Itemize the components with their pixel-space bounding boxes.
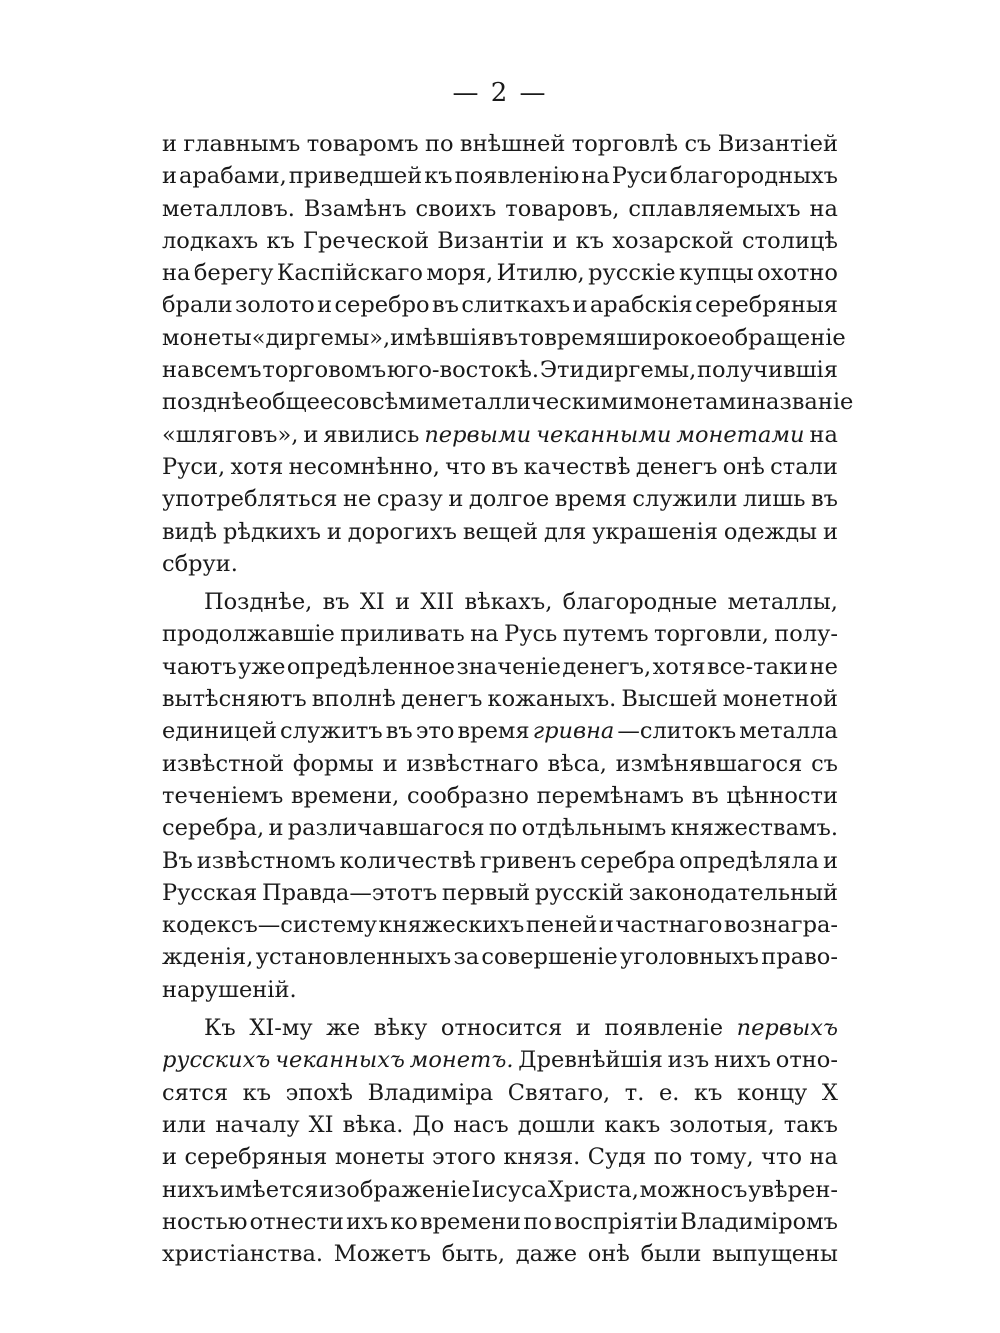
word: количествѣ [339, 847, 476, 874]
text-line [162, 257, 838, 289]
word: на [809, 421, 838, 448]
word: Къ [204, 1015, 236, 1042]
word: не [809, 653, 838, 680]
word: торговлѣ [571, 131, 679, 157]
word: торговомъ [262, 357, 387, 384]
word: къ [242, 1079, 272, 1106]
word: пеней [525, 912, 598, 939]
word: употребляться [162, 486, 338, 513]
text-line [162, 548, 838, 580]
word: Высшей [621, 686, 718, 713]
word: воспріятіи [554, 1208, 679, 1235]
word: арабскія [589, 292, 693, 319]
word: Можетъ [333, 1241, 432, 1268]
word: продолжавшіе [162, 621, 335, 648]
word: «диргемы», [251, 324, 391, 351]
word: установленныхъ [255, 944, 452, 971]
text-line [162, 780, 838, 812]
word: измѣнявшагося [615, 750, 803, 777]
word: Святаго, [507, 1079, 611, 1106]
word: ко [390, 1208, 418, 1235]
word: и [162, 163, 177, 190]
word: XI-му [249, 1015, 313, 1042]
word: долгое [468, 486, 550, 513]
italic-word: монетъ. [409, 1047, 514, 1074]
word: служили [632, 486, 738, 513]
word: приведшей [288, 163, 423, 190]
text-line [162, 909, 838, 941]
word: всѣми [359, 389, 431, 416]
word: видѣ [162, 518, 218, 545]
word: уже [238, 653, 286, 680]
word: Эти [539, 357, 585, 384]
word: хозарской [612, 227, 734, 254]
text-line [162, 1109, 838, 1141]
word: и [395, 589, 411, 616]
word: князя. [503, 1144, 581, 1171]
word: по [523, 1208, 552, 1235]
word: сбруи. [162, 550, 238, 577]
word: извѣстной [162, 750, 285, 777]
word: благородныхъ [669, 163, 838, 190]
word: и [822, 847, 838, 874]
word: Русская [162, 879, 258, 906]
word: рѣдкихъ [223, 518, 321, 545]
word: гривенъ [479, 847, 577, 874]
word: отдѣльнымъ [521, 815, 667, 842]
word: монетами [633, 389, 752, 416]
word: къ [694, 1079, 723, 1106]
word: благородные [562, 589, 718, 616]
word: моря, [426, 260, 494, 287]
word: за [453, 944, 480, 971]
word: время [544, 324, 617, 351]
word: перемѣнамъ [536, 782, 684, 809]
word: Византіей [717, 131, 838, 157]
text-line [162, 225, 838, 257]
word: вполнѣ [311, 686, 396, 713]
word: сплавляемыхъ [628, 195, 801, 222]
word: серебряныя [184, 1144, 328, 1171]
word: съ [811, 750, 838, 777]
word: такъ [783, 1111, 838, 1138]
word: лишь [743, 486, 806, 513]
word: До [412, 1111, 445, 1138]
word: или [162, 1111, 207, 1138]
word: къ [575, 227, 605, 254]
word: русскіе [588, 260, 676, 287]
word: теченіемъ [162, 782, 284, 809]
word: качествѣ [523, 453, 631, 480]
word: были [640, 1241, 702, 1268]
word: концу [736, 1079, 808, 1106]
word: и [303, 421, 319, 448]
text-line [162, 715, 838, 747]
word: выпущены [712, 1241, 838, 1268]
word: то [518, 324, 545, 351]
word: уголовныхъ [620, 944, 759, 971]
word: служитъ [280, 718, 383, 745]
word: торговли, [654, 621, 769, 648]
word: монеты [334, 1144, 425, 1171]
word: время [457, 718, 530, 745]
word: на [470, 621, 499, 648]
text-line [162, 419, 838, 451]
word: опредѣляла [679, 847, 820, 874]
word: отно- [775, 1047, 838, 1074]
word: вѣса, [547, 750, 607, 777]
text-line [162, 128, 838, 160]
word: Іисуса [471, 1176, 548, 1203]
body-text [162, 128, 854, 1270]
word: всемъ [191, 357, 262, 384]
word: по [653, 1144, 683, 1171]
word: кожаныхъ. [487, 686, 617, 713]
word: Русь [504, 621, 558, 648]
word: времени [419, 1208, 522, 1235]
word: полу- [774, 621, 838, 648]
word: хотя [652, 653, 706, 680]
text-line [162, 516, 838, 548]
word: тому, [689, 1144, 754, 1171]
word: получившія [697, 357, 838, 384]
word: и [552, 227, 568, 254]
word: нарушеній. [162, 976, 297, 1003]
word: онѣ [587, 1241, 630, 1268]
word: XI [308, 1111, 334, 1138]
word: въ [491, 324, 519, 351]
word: и [598, 912, 614, 939]
word: товаровъ, [505, 195, 620, 222]
text-line [162, 1174, 838, 1206]
text-line [162, 941, 838, 973]
word: серебра [580, 847, 676, 874]
word: право- [761, 944, 838, 971]
word: явились [323, 421, 420, 448]
word: сятся [162, 1079, 229, 1106]
word: на [162, 260, 191, 287]
word: юго-востокѣ. [386, 357, 540, 384]
word: въ [811, 486, 838, 513]
word: первый [441, 879, 531, 906]
word: ностью [162, 1208, 248, 1235]
word: денегъ, [562, 653, 652, 680]
word: е. [658, 1079, 680, 1106]
word: широкое [616, 324, 722, 351]
word: появленіе [604, 1015, 724, 1042]
word: товаромъ [306, 131, 419, 157]
word: диргемы, [585, 357, 697, 384]
word: быть, [441, 1241, 506, 1268]
word: Взамѣнъ [303, 195, 407, 222]
text-line [162, 586, 838, 618]
word: и [382, 750, 398, 777]
word: въ [691, 782, 719, 809]
italic-word: русскихъ [162, 1047, 271, 1074]
text-line [162, 193, 838, 225]
text-line [162, 451, 838, 483]
italic-word: первыхъ [736, 1015, 838, 1042]
word: началу [215, 1111, 300, 1138]
word: обращеніе [721, 324, 846, 351]
word: на [162, 357, 191, 384]
word: и [162, 131, 177, 157]
text-line [162, 748, 838, 780]
word: насъ [453, 1111, 509, 1138]
word: металлическими [430, 389, 634, 416]
word: нихъ [162, 1176, 219, 1203]
word: что [445, 453, 487, 480]
text-line [162, 618, 838, 650]
word: дошли [517, 1111, 596, 1138]
word: это [415, 718, 455, 745]
italic-word: гривна [532, 718, 615, 745]
word: въ [322, 589, 350, 616]
word: частнаго [615, 912, 723, 939]
word: денегъ [635, 453, 718, 480]
word: металла [739, 718, 838, 745]
word: Въ [162, 847, 193, 874]
word: хотя [230, 453, 284, 480]
word: вѣку [373, 1015, 428, 1042]
word: относится [440, 1015, 563, 1042]
word: чаютъ [162, 653, 237, 680]
word: что [761, 1144, 802, 1171]
word: сразу [376, 486, 443, 513]
word: арабами, [178, 163, 287, 190]
word: т. [624, 1079, 645, 1106]
word: появленію [454, 163, 580, 190]
word: законодательный [628, 879, 838, 906]
word: денегъ [400, 686, 483, 713]
word: вытѣсняютъ [162, 686, 307, 713]
word: —слитокъ [617, 718, 737, 745]
word: своихъ [415, 195, 497, 222]
word: увѣрен- [748, 1176, 838, 1203]
word: все-таки [707, 653, 809, 680]
text-line [162, 1012, 838, 1044]
word: купцы [679, 260, 754, 287]
word: брали [162, 292, 233, 319]
word: кодексъ—систему [162, 912, 377, 939]
word: Руси, [162, 453, 226, 480]
word: столицѣ [742, 227, 838, 254]
word: въ [385, 718, 413, 745]
page-number: — 2 — [452, 78, 548, 108]
word: христіанства. [162, 1241, 324, 1268]
text-line [162, 354, 838, 386]
word: путемъ [562, 621, 649, 648]
italic-word: чеканныхъ [275, 1047, 405, 1074]
word: Древнѣйшія [518, 1047, 663, 1074]
text-line [162, 1141, 838, 1173]
word: въ [431, 292, 459, 319]
word: и [268, 815, 284, 842]
word: въ [491, 453, 519, 480]
word: и [162, 1144, 177, 1171]
word: имѣется [219, 1176, 319, 1203]
word: и [317, 292, 333, 319]
word: общее [258, 389, 334, 416]
word: несомнѣнно, [288, 453, 440, 480]
word: дорогихъ [347, 518, 457, 545]
word: украшенія [592, 518, 718, 545]
word: со [333, 389, 360, 416]
word: изображеніе [319, 1176, 471, 1203]
word: и [448, 486, 464, 513]
word: русскій [534, 879, 624, 906]
word: монетной [722, 686, 838, 713]
word: названіе [751, 389, 854, 416]
word: къ [266, 227, 295, 254]
word: лодкахъ [162, 227, 259, 254]
text-line [162, 483, 838, 515]
text-line [162, 1238, 838, 1270]
word: вѣкахъ, [464, 589, 553, 616]
word: Христа, [547, 1176, 639, 1203]
word: одежды [723, 518, 818, 545]
word: Каспійскаго [276, 260, 423, 287]
italic-word: первыми [424, 421, 532, 448]
text-line [162, 651, 838, 683]
word: съ [684, 131, 712, 157]
word: этого [432, 1144, 496, 1171]
word: и [575, 1015, 591, 1042]
word: сообразно [407, 782, 529, 809]
word: эпохѣ [285, 1079, 353, 1106]
word: XII [420, 589, 455, 616]
word: какъ [604, 1111, 661, 1138]
word: Руси [611, 163, 668, 190]
word: имѣвшія [390, 324, 492, 351]
word: княжествамъ. [670, 815, 838, 842]
word: Византіи [437, 227, 545, 254]
text-line [162, 812, 838, 844]
word: къ [424, 163, 453, 190]
word: берегу [193, 260, 274, 287]
word: и [572, 292, 588, 319]
text-line [162, 289, 838, 321]
word: охотно [757, 260, 838, 287]
word: для [543, 518, 587, 545]
word: XI [359, 589, 385, 616]
word: золотыя, [669, 1111, 775, 1138]
word: значеніе [456, 653, 561, 680]
word: серебра, [162, 815, 265, 842]
word: жденія, [162, 944, 254, 971]
word: позднѣе [162, 389, 259, 416]
word: золото [235, 292, 315, 319]
word: Греческой [303, 227, 430, 254]
word: различавшагося [287, 815, 485, 842]
word: вещей [462, 518, 539, 545]
word: на [809, 195, 838, 222]
word: и [823, 518, 838, 545]
word: Итилю, [496, 260, 585, 287]
text-line [162, 845, 838, 877]
word: ихъ [346, 1208, 389, 1235]
word: княжескихъ [378, 912, 525, 939]
word: нихъ [714, 1047, 771, 1074]
word: времени, [290, 782, 400, 809]
word: слиткахъ [461, 292, 571, 319]
word: «шляговъ», [162, 421, 299, 448]
word: приливать [340, 621, 465, 648]
word: главнымъ [183, 131, 301, 157]
word: даже [515, 1241, 578, 1268]
word: по [424, 131, 454, 157]
word: внѣшней [459, 131, 566, 157]
word: серебро [334, 292, 430, 319]
text-line [162, 1044, 838, 1076]
text-line [162, 877, 838, 909]
word: по [488, 815, 518, 842]
text-line [162, 160, 838, 192]
word: извѣстнаго [406, 750, 539, 777]
word: время [554, 486, 627, 513]
word: изъ [667, 1047, 710, 1074]
text-line [162, 1077, 838, 1109]
word: формы [292, 750, 374, 777]
word: Судя [587, 1144, 647, 1171]
word: X [821, 1079, 838, 1106]
word: металловъ. [162, 195, 295, 222]
word: опредѣленное [286, 653, 456, 680]
text-line [162, 683, 838, 715]
word: монеты [162, 324, 252, 351]
word: Правда—этотъ [261, 879, 438, 906]
word: съ [720, 1176, 748, 1203]
word: отнести [249, 1208, 344, 1235]
italic-word: монетами [676, 421, 805, 448]
text-line [162, 974, 838, 1006]
word: извѣстномъ [196, 847, 336, 874]
word: Владиміра [367, 1079, 494, 1106]
word: единицей [162, 718, 277, 745]
italic-word: чеканными [536, 421, 672, 448]
word: вознагра- [723, 912, 838, 939]
word: Владиміромъ [680, 1208, 838, 1235]
word: на [809, 1144, 838, 1171]
word: стали [770, 453, 838, 480]
word: же [326, 1015, 361, 1042]
word: вѣка. [342, 1111, 404, 1138]
word: Позднѣе, [204, 589, 313, 616]
word: на [581, 163, 610, 190]
text-line [162, 1206, 838, 1238]
word: не [343, 486, 372, 513]
word: серебряныя [695, 292, 838, 319]
word: цѣнности [726, 782, 838, 809]
word: и [326, 518, 342, 545]
word: можно [639, 1176, 720, 1203]
text-line [162, 322, 846, 354]
word: онѣ [722, 453, 765, 480]
word: металлы, [727, 589, 838, 616]
word: совершеніе [481, 944, 618, 971]
text-line [162, 386, 854, 418]
